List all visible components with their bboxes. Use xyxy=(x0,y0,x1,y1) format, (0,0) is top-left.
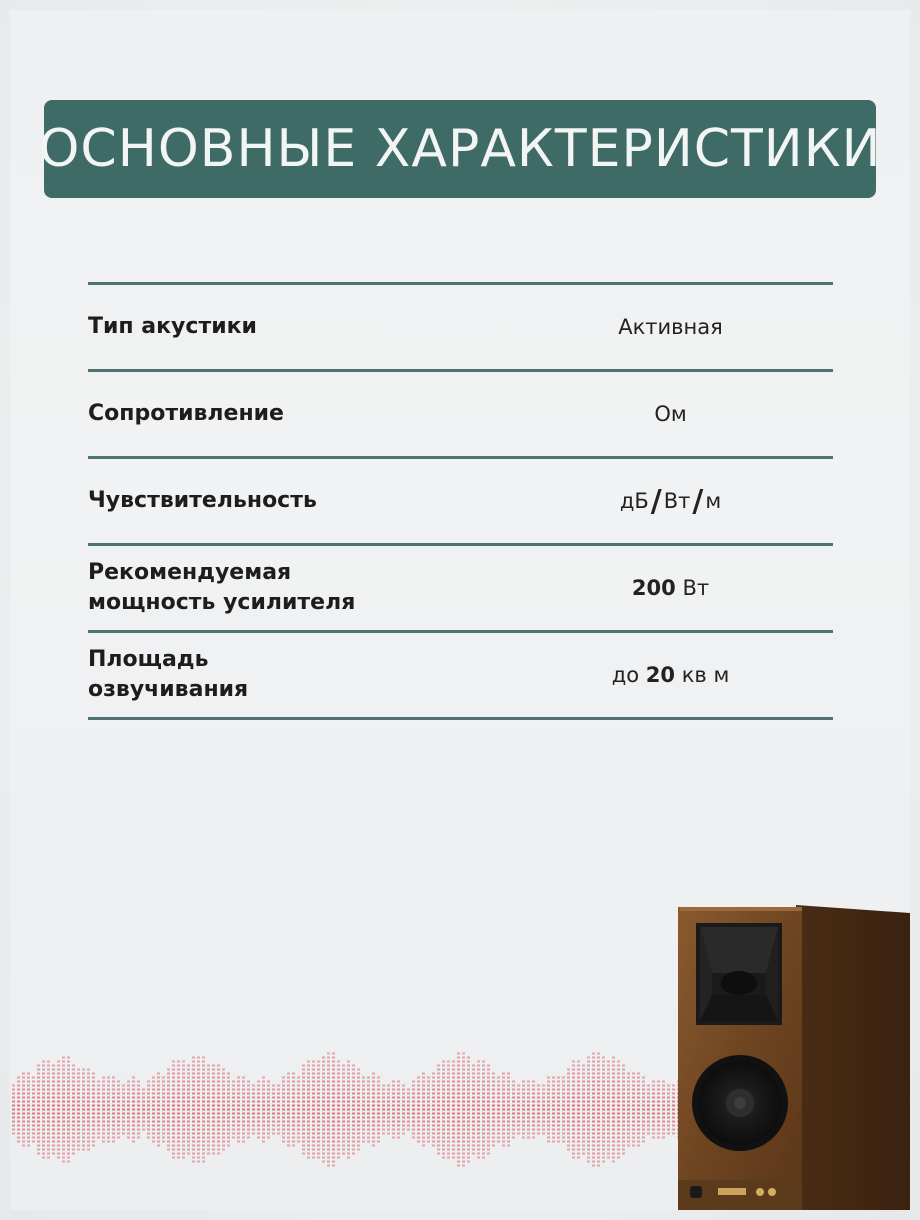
specs-table xyxy=(88,282,833,720)
unit-w: Вт xyxy=(663,489,691,513)
spec-row-power xyxy=(88,546,833,630)
spec-label xyxy=(88,459,508,543)
spec-value-prefix: до xyxy=(611,663,640,687)
spec-value-text: Активная xyxy=(618,315,723,339)
slash: / xyxy=(650,483,662,519)
bookshelf-speaker-icon xyxy=(666,905,910,1210)
divider xyxy=(88,717,833,720)
spec-value-unit: Вт xyxy=(682,576,710,600)
page-title: ОСНОВНЫЕ ХАРАКТЕРИСТИКИ xyxy=(38,119,882,179)
spec-label xyxy=(88,633,508,717)
spec-value-unit: кв м xyxy=(681,663,730,687)
spec-value xyxy=(568,546,773,630)
spec-label xyxy=(88,285,508,369)
title-banner xyxy=(38,100,882,198)
spec-value-number: 200 xyxy=(631,576,676,600)
spec-label xyxy=(88,372,508,456)
slash: / xyxy=(692,483,704,519)
spec-value-text: Ом xyxy=(654,402,687,426)
spec-value xyxy=(568,285,773,369)
spec-label-line: Чувствительность xyxy=(88,488,317,513)
spec-label-line: Сопротивление xyxy=(88,401,284,426)
spec-label-line: Рекомендуемая xyxy=(88,560,292,585)
sound-wave-icon xyxy=(10,1040,690,1180)
spec-label-line: Площадь xyxy=(88,647,209,672)
spec-row-sensitivity xyxy=(88,459,833,543)
spec-label-line: мощность усилителя xyxy=(88,590,356,615)
spec-label-line: Тип акустики xyxy=(88,314,257,339)
spec-value xyxy=(568,459,773,543)
spec-row-area xyxy=(88,633,833,717)
spec-value xyxy=(568,633,773,717)
spec-label xyxy=(88,546,508,630)
spec-label-line: озвучивания xyxy=(88,677,249,702)
spec-row-impedance xyxy=(88,372,833,456)
unit-m: м xyxy=(705,489,722,513)
spec-row-type xyxy=(88,285,833,369)
spec-value xyxy=(568,372,773,456)
unit-db: дБ xyxy=(619,489,649,513)
spec-value-number: 20 xyxy=(645,663,676,687)
